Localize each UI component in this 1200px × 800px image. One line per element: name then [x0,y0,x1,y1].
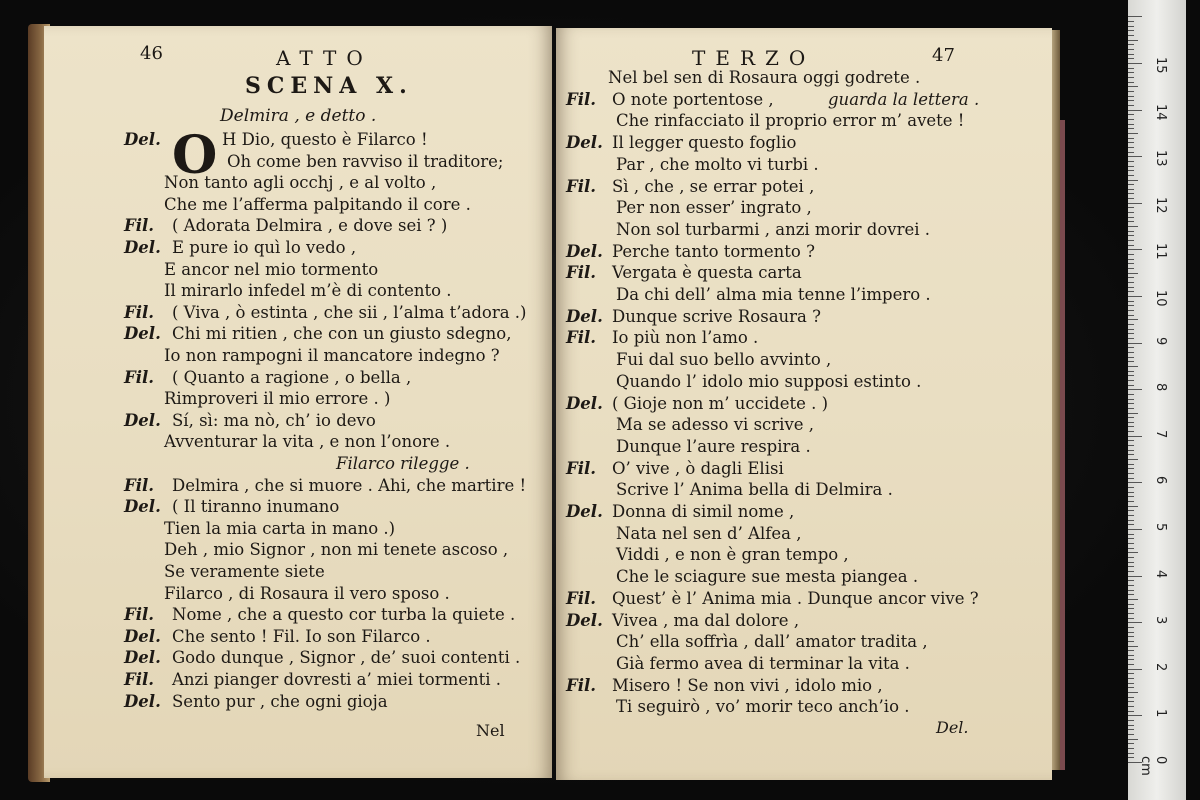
verse-line: Avventurar la vita , e non l’onore . [164,432,451,452]
verse-line: Deh , mio Signor , non mi tenete ascoso , [164,540,509,560]
ruler-tick [1128,26,1134,27]
ruler-tick [1128,161,1134,162]
ruler-tick [1128,622,1142,623]
verse-line: Se veramente siete [164,562,325,581]
verse-line: Nome , che a questo cor turba la quiete . [172,605,516,625]
ruler-number: 13 [1153,150,1168,167]
ruler-tick [1128,329,1134,330]
verse-line: Vivea , ma dal dolore , [612,610,800,630]
ruler-tick [1128,557,1134,558]
speaker-label: Del. [566,133,603,153]
verse-line: Godo dunque , Signor , de’ suoi contenti . [172,648,521,668]
speaker-label: Del. [124,497,161,517]
verse-line: Anzi pianger dovresti a’ miei tormenti . [172,670,502,689]
verse-line: Donna di simil nome , [612,502,795,521]
ruler-tick [1128,464,1134,465]
ruler-tick [1128,659,1134,660]
ruler-tick [1128,147,1134,148]
ruler-tick [1128,729,1134,730]
catchword: Nel [476,721,505,740]
verse-line: Che rinfacciato il proprio error m’ avete ! [616,111,965,131]
ruler-number: 5 [1153,523,1168,532]
ruler-tick [1128,692,1138,693]
ruler-tick [1128,21,1134,22]
ruler-tick [1128,510,1134,511]
speaker-label: Fil. [566,458,596,478]
ruler-tick [1128,63,1142,64]
ruler-tick [1128,91,1134,92]
verse-line: Delmira , che si muore . Ahi, che martire ! [172,475,527,495]
ruler-tick [1128,212,1134,213]
ruler-tick [1128,380,1134,381]
ruler-tick [1128,254,1134,255]
ruler-number: 4 [1153,569,1168,578]
ruler-tick [1128,413,1138,414]
right-page [556,28,1052,780]
ruler-tick [1128,501,1134,502]
ruler-number: 7 [1153,429,1168,439]
ruler-tick [1128,291,1134,292]
right-page-edge [1052,30,1060,770]
ruler-tick [1128,77,1134,78]
ruler-tick [1128,739,1138,740]
ruler-tick [1128,40,1138,41]
ruler-tick [1128,203,1142,204]
verse-line: Chi mi ritien , che con un giusto sdegno, [172,324,512,344]
ruler-tick [1128,468,1134,469]
verse-line: Quest’ è l’ Anima mia . Dunque ancor vive ? [612,588,979,608]
verse-line: Non sol turbarmi , anzi morir dovrei . [616,219,931,239]
ruler-tick [1128,226,1138,227]
ruler-tick [1128,114,1134,115]
ruler-tick [1128,35,1134,36]
ruler-tick [1128,68,1134,69]
ruler-tick [1128,720,1134,721]
ruler-tick [1128,249,1142,250]
ruler-tick [1128,440,1134,441]
ruler-tick [1128,72,1134,73]
ruler-tick [1128,445,1134,446]
ruler-number: 6 [1153,476,1168,485]
speaker-label: Fil. [124,216,154,236]
ruler-number: 10 [1153,290,1168,307]
ruler-tick [1128,515,1134,516]
ruler-tick [1128,608,1134,609]
verse-line: Viddi , e non è gran tempo , [616,545,849,565]
ruler-tick [1128,701,1134,702]
speaker-label: Fil. [566,588,596,608]
verse-line: ( Quanto a ragione , o bella , [172,367,412,387]
ruler-tick [1128,590,1134,591]
verse-line: H Dio, questo è Filarco ! [222,130,428,149]
ruler-tick [1128,138,1134,139]
ruler-tick [1128,669,1142,670]
ruler-tick [1128,678,1134,679]
ruler-tick [1128,310,1134,311]
verse-line: O’ vive , ò dagli Elisi [612,458,784,478]
ruler-tick [1128,175,1134,176]
speaker-label: Del. [124,130,161,149]
catchword: Del. [936,718,969,737]
ruler-tick [1128,673,1134,674]
verse-line: Sì , che , se errar potei , [612,176,815,196]
ruler-number: 15 [1153,57,1168,74]
ruler-tick [1128,506,1138,507]
ruler-tick [1128,599,1138,600]
verse-line: ( Il tiranno inumano [172,497,340,517]
ruler-number: 14 [1153,103,1168,121]
speaker-label: Fil. [566,89,596,109]
ruler-tick [1128,296,1142,297]
ruler-tick [1128,347,1134,348]
ruler-tick [1128,725,1134,726]
ruler-tick [1128,16,1142,17]
ruler-tick [1128,543,1134,544]
ruler-tick [1128,338,1134,339]
speaker-label: Del. [124,410,161,430]
speaker-label: Fil. [124,367,154,387]
verse-line: Ch’ ella soffrìa , dall’ amator tradita , [616,632,928,652]
ruler-tick [1128,408,1134,409]
ruler-tick [1128,627,1134,628]
verse-line: Io non rampogni il mancatore indegno ? [164,346,500,365]
ruler-tick [1128,366,1138,367]
ruler-tick [1128,189,1134,190]
ruler-number: 2 [1153,662,1168,672]
ruler-tick [1128,371,1134,372]
ruler-tick [1128,105,1134,106]
ruler-tick [1128,757,1134,758]
verse-line: Sento pur , che ogni gioja [172,691,388,711]
ruler-tick [1128,706,1134,707]
page-number: 47 [932,45,955,66]
ruler-tick [1128,664,1134,665]
speaker-label: Del. [124,238,161,257]
ruler-tick [1128,315,1134,316]
verse-line: Par , che molto vi turbi . [616,154,819,174]
ruler-tick [1128,324,1134,325]
speaker-label: Del. [566,393,603,413]
ruler-tick [1128,734,1134,735]
ruler-tick [1128,357,1134,358]
ruler-tick [1128,394,1134,395]
ruler-tick [1128,282,1134,283]
ruler-tick [1128,268,1134,269]
ruler-tick [1128,361,1134,362]
ruler-tick [1128,193,1134,194]
verse-line: Che sento ! Fil. Io son Filarco . [172,626,431,646]
ruler-tick [1128,450,1134,451]
ruler-tick [1128,576,1142,577]
ruler-tick [1128,389,1142,390]
ruler-tick [1128,520,1134,521]
ruler-tick [1128,492,1134,493]
ruler-tick [1128,683,1134,684]
ruler-tick [1128,352,1134,353]
ruler-tick [1128,96,1134,97]
ruler-tick [1128,422,1134,423]
ruler-tick [1128,170,1134,171]
ruler-tick [1128,58,1134,59]
ruler-tick [1128,403,1134,404]
verse-line: Io più non l’amo . [612,328,759,348]
verse-line: Dunque scrive Rosaura ? [612,306,821,326]
ruler-tick [1128,426,1134,427]
speaker-label: Del. [566,502,603,521]
ruler-tick [1128,385,1134,386]
speaker-label: Fil. [124,302,154,322]
verse-line: Ti seguirò , vo’ morir teco anch’io . [616,697,910,717]
ruler-tick [1128,180,1138,181]
speaker-label: Del. [566,306,603,326]
ruler-tick [1128,245,1134,246]
ruler-tick [1128,641,1134,642]
verse-line: Filarco , di Rosaura il vero sposo . [164,583,450,603]
ruler-tick [1128,454,1134,455]
ruler-tick [1128,613,1134,614]
speaker-label: Fil. [124,670,154,689]
ruler-tick [1128,743,1134,744]
verse-line: Il legger questo foglio [612,133,797,153]
ruler-tick [1128,618,1134,619]
ruler-tick [1128,152,1134,153]
ruler-tick [1128,49,1134,50]
ruler-tick [1128,287,1134,288]
ruler-tick [1128,636,1134,637]
ruler-tick [1128,198,1134,199]
ruler-tick [1128,124,1134,125]
ruler-tick [1128,552,1138,553]
ruler-number: 8 [1153,383,1168,392]
ruler-number: 1 [1153,709,1168,718]
ruler-tick [1128,343,1142,344]
verse-line: Vergata è questa carta [612,263,802,283]
speaker-label: Del. [124,324,161,344]
ruler-tick [1128,263,1134,264]
ruler-tick [1128,646,1138,647]
speaker-label: Del. [566,241,603,261]
speaker-label: Fil. [566,263,596,283]
ruler-tick [1128,711,1134,712]
verse-line: Scrive l’ Anima bella di Delmira . [616,480,893,500]
ruler-tick [1128,548,1134,549]
ruler-number: 9 [1153,336,1168,345]
ruler-tick [1128,571,1134,572]
verse-line: Fui dal suo bello avvinto , [616,350,832,370]
ruler-tick [1128,715,1142,716]
ruler-tick [1128,221,1134,222]
ruler-tick [1128,110,1142,111]
verse-line: ( Adorata Delmira , e dove sei ? ) [172,216,448,236]
speaker-label: Del. [124,691,161,711]
ruler-tick [1128,86,1138,87]
verse-line: ( Viva , ò estinta , che sii , l’alma t’adora .) [172,302,527,322]
verse-line: Sí, sì: ma nò, ch’ io devo [172,410,376,430]
ruler-tick [1128,333,1134,334]
scene-title: SCENA X. [245,73,413,99]
ruler-tick [1128,100,1134,101]
ruler-tick [1128,166,1134,167]
stage-direction: Delmira , e detto . [220,106,377,126]
running-header: TERZO [692,46,816,70]
ruler-tick [1128,54,1134,55]
verse-line: Quando l’ idolo mio supposi estinto . [616,371,922,391]
ruler-tick [1128,482,1142,483]
ruler-tick [1128,459,1138,460]
speaker-label: Fil. [566,675,596,695]
ruler-tick [1128,524,1134,525]
ruler-tick [1128,473,1134,474]
speaker-label: Del. [566,610,603,630]
ruler-tick [1128,436,1142,437]
ruler-tick [1128,207,1134,208]
ruler-tick [1128,534,1134,535]
ruler-tick [1128,259,1134,260]
ruler-tick [1128,748,1134,749]
left-page [44,26,552,778]
book-cover-edge [1060,120,1065,770]
speaker-label: Fil. [566,328,596,348]
verse-line: Per non esser’ ingrato , [616,198,812,218]
ruler-number: 12 [1153,196,1168,214]
verse-line: Che le sciagure sue mesta piangea . [616,567,919,587]
ruler-tick [1128,184,1134,185]
speaker-label: Del. [124,648,161,668]
ruler-tick [1128,305,1134,306]
ruler-tick [1128,753,1134,754]
verse-line: O note portentose , [612,89,774,109]
ruler-tick [1128,277,1134,278]
ruler-tick [1128,632,1134,633]
ruler-tick [1128,231,1134,232]
ruler-tick [1128,538,1134,539]
ruler-tick [1128,496,1134,497]
ruler-tick [1128,319,1138,320]
ruler-tick [1128,650,1134,651]
ruler-tick [1128,697,1134,698]
ruler-tick [1128,431,1134,432]
verse-line: Nel bel sen di Rosaura oggi godrete . [608,68,921,87]
ruler-tick [1128,44,1134,45]
ruler-tick [1128,133,1138,134]
verse-line: Non tanto agli occhj , e al volto , [164,173,437,193]
verse-line: Rimproveri il mio errore . ) [164,389,391,409]
ruler-tick [1128,30,1134,31]
drop-cap: O [172,125,218,186]
ruler-tick [1128,585,1134,586]
verse-line: Oh come ben ravviso il traditore; [227,151,504,171]
ruler-tick [1128,128,1134,129]
ruler-tick [1128,417,1134,418]
ruler-tick [1128,82,1134,83]
ruler-tick [1128,655,1134,656]
ruler-number: 3 [1153,616,1168,625]
ruler-tick [1128,594,1134,595]
verse-line: Dunque l’aure respira . [616,436,811,456]
verse-line: Già fermo avea di terminar la vita . [616,653,910,673]
verse-line: Perche tanto tormento ? [612,241,815,261]
ruler-number: 11 [1153,243,1168,260]
ruler-tick [1128,119,1134,120]
speaker-label: Fil. [124,475,154,495]
ruler-tick [1128,301,1134,302]
verse-line: Da chi dell’ alma mia tenne l’impero . [616,285,931,304]
ruler-tick [1128,399,1134,400]
verse-line: Tien la mia carta in mano .) [164,518,396,538]
ruler-tick [1128,273,1138,274]
ruler-tick [1128,562,1134,563]
ruler-tick [1128,235,1134,236]
ruler-tick [1128,142,1134,143]
running-header: ATTO [276,46,373,70]
verse-line: E ancor nel mio tormento [164,259,379,279]
verse-line: Il mirarlo infedel m’è di contento . [164,281,452,301]
ruler-tick [1128,529,1142,530]
verse-line: Ma se adesso vi scrive , [616,415,815,435]
ruler-tick [1128,604,1134,605]
speaker-label: Del. [124,626,161,646]
ruler-tick [1128,566,1134,567]
ruler-number: 0 cm [1138,756,1168,776]
ruler-tick [1128,375,1134,376]
verse-line: ( Gioje non m’ uccidete . ) [612,393,829,413]
verse-line: E pure io quì lo vedo , [172,238,357,257]
ruler-tick [1128,487,1134,488]
ruler-tick [1128,580,1134,581]
measuring-ruler [1128,0,1186,800]
ruler-tick [1128,687,1134,688]
verse-line: Filarco rilegge . [336,454,470,473]
verse-line: Misero ! Se non vivi , idolo mio , [612,675,883,695]
page-number: 46 [140,43,163,64]
speaker-label: Fil. [124,605,154,625]
ruler-tick [1128,478,1134,479]
ruler-tick [1128,240,1134,241]
stage-direction: guarda la lettera . [828,89,980,109]
speaker-label: Fil. [566,176,596,196]
ruler-tick [1128,217,1134,218]
ruler-tick [1128,156,1142,157]
verse-line: Nata nel sen d’ Alfea , [616,523,802,543]
verse-line: Che me l’afferma palpitando il core . [164,194,471,214]
